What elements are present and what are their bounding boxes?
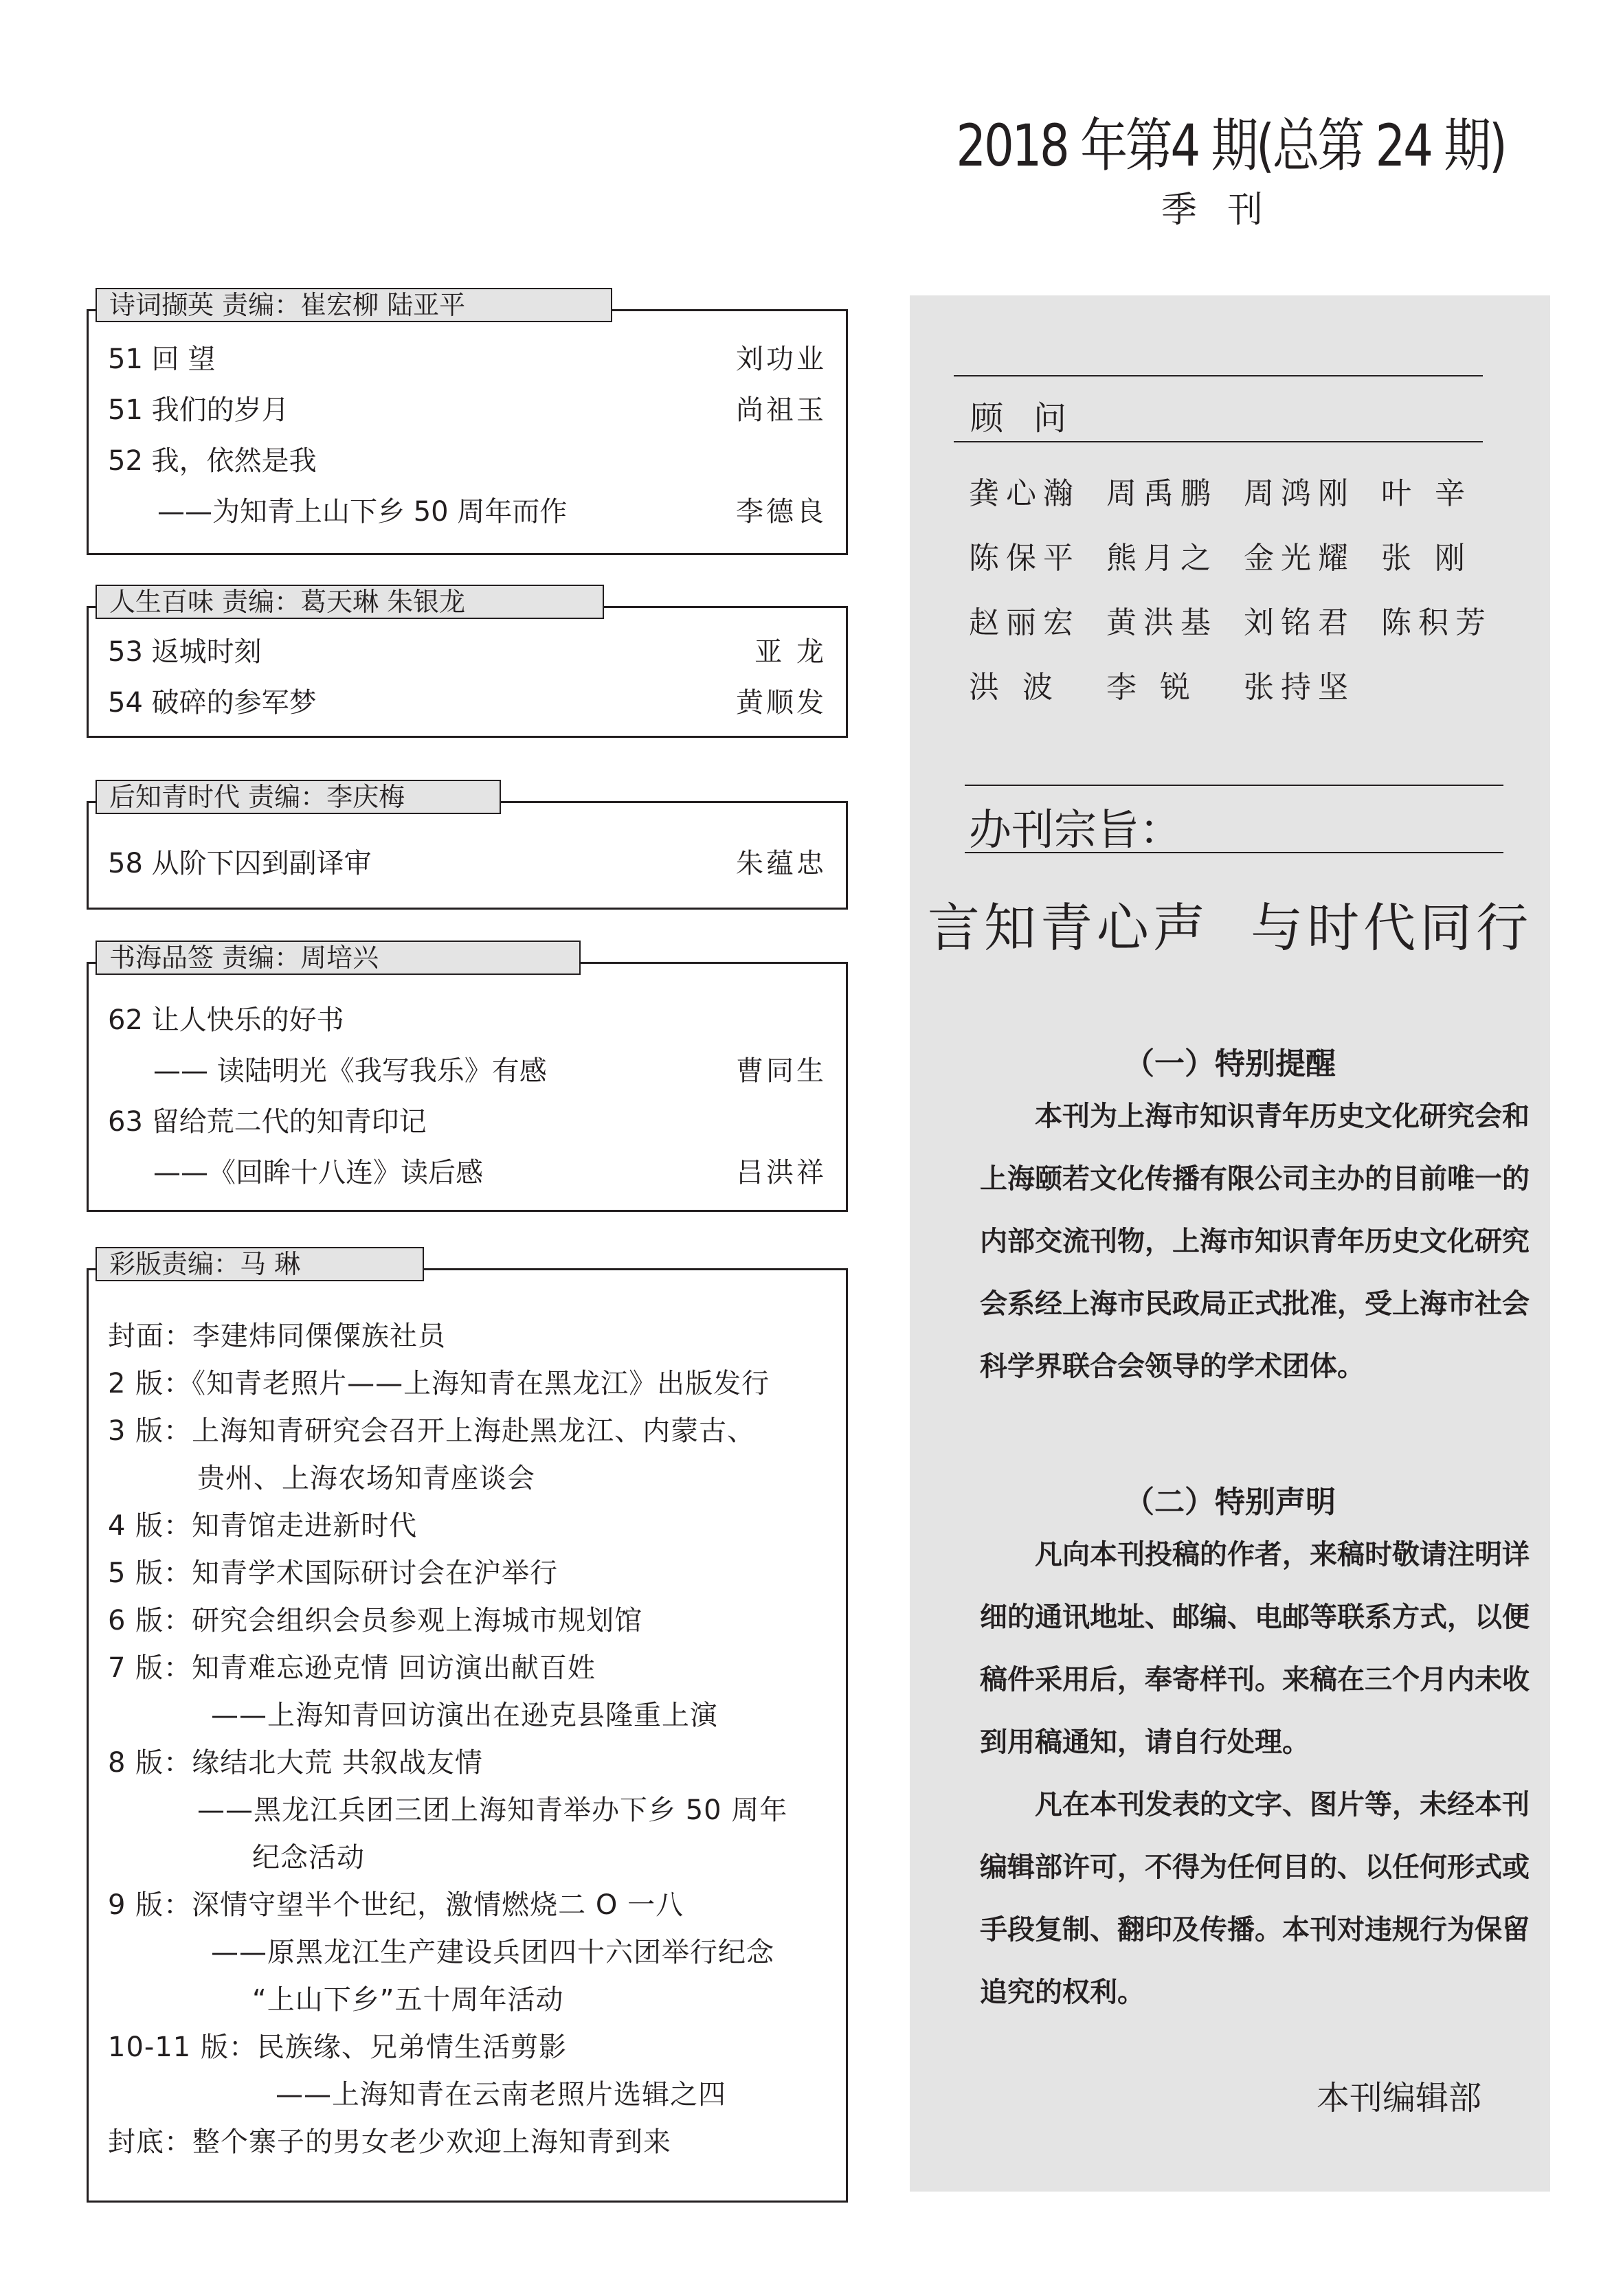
toc-entry-author: 亚 龙	[754, 636, 827, 668]
section-tab: 人生百味 责编：葛天琳 朱银龙	[96, 585, 604, 619]
toc-entry-author: 刘功业	[736, 344, 827, 375]
plate-line: 9 版：深情守望半个世纪，激情燃烧二 O 一八	[108, 1889, 684, 1921]
divider	[965, 785, 1503, 786]
advisor-name: 赵丽宏	[969, 605, 1080, 640]
statement-paragraph: 凡在本刊发表的文字、图片等，未经本刊编辑部许可，不得为任何目的、以任何形式或手段复制、翻印及传播。本刊对违规行为保留追究的权利。	[980, 1789, 1530, 2008]
toc-entry-subtitle[interactable]	[153, 1050, 827, 1092]
toc-section-books	[87, 943, 848, 1212]
plate-line: 贵州、上海农场知青座谈会	[197, 1463, 535, 1494]
section-tab: 诗词撷英 责编：崔宏柳 陆亚平	[96, 288, 612, 322]
plate-line: 封面：李建炜同傈僳族社员	[108, 1320, 446, 1352]
advisor-name: 叶 辛	[1381, 476, 1472, 511]
toc-section-poetry	[87, 290, 848, 555]
toc-entry[interactable]	[108, 631, 827, 673]
toc-section-plates	[87, 1249, 848, 2203]
toc-entry-title: 51 我们的岁月	[108, 394, 289, 426]
advisor-name: 刘铭君	[1244, 605, 1355, 640]
advisor-name: 金光耀	[1244, 541, 1355, 576]
plate-line: 10-11 版：民族缘、兄弟情生活剪影	[108, 2031, 567, 2063]
toc-entry[interactable]	[108, 390, 827, 431]
issue-number: 2018 年第4 期(总第 24 期)	[955, 112, 1505, 179]
divider	[965, 852, 1503, 853]
toc-entry[interactable]	[108, 1101, 827, 1143]
toc-entry-author: 尚祖玉	[736, 394, 827, 426]
toc-entry-title: 54 破碎的参军梦	[108, 687, 317, 719]
plate-line: 8 版：缘结北大荒 共叙战友情	[108, 1747, 483, 1779]
plate-line: 6 版：研究会组织会员参观上海城市规划馆	[108, 1605, 643, 1636]
purpose-title: 办刊宗旨：	[969, 804, 1183, 855]
plate-line: 3 版：上海知青研究会召开上海赴黑龙江、内蒙古、	[108, 1415, 756, 1447]
toc-entry-author: 朱蕴忠	[736, 848, 827, 879]
advisor-name: 张 刚	[1381, 541, 1472, 576]
plate-line: 7 版：知青难忘逊克情 回访演出献百姓	[108, 1652, 596, 1684]
advisor-name: 黄洪基	[1106, 605, 1218, 640]
plate-line: 5 版：知青学术国际研讨会在沪举行	[108, 1557, 559, 1589]
statement-title: （二）特别声明	[1124, 1485, 1336, 1520]
toc-entry-title: —— 读陆明光《我写我乐》有感	[153, 1055, 547, 1087]
toc-entry[interactable]	[108, 1000, 827, 1041]
toc-entry-title: 63 留给荒二代的知青印记	[108, 1106, 427, 1138]
motto: 言知青心声 与时代同行	[927, 897, 1533, 958]
plate-line: ——黑龙江兵团三团上海知青举办下乡 50 周年	[197, 1794, 788, 1826]
plate-line: ——上海知青回访演出在逊克县隆重上演	[211, 1700, 718, 1731]
advisors-title: 顾问	[970, 399, 1097, 438]
advisor-name: 李 锐	[1106, 670, 1197, 705]
advisor-name: 周鸿刚	[1244, 476, 1355, 511]
advisor-name: 洪 波	[969, 670, 1060, 705]
advisor-name: 张持坚	[1244, 670, 1355, 705]
reminder-text: 本刊为上海市知识青年历史文化研究会和上海颐若文化传播有限公司主办的目前唯一的内部交流刊物，上海市知识青年历史文化研究会系经上海市民政局正式批准，受上海市社会科学界联合会领导的学术团体。	[980, 1101, 1530, 1382]
toc-entry-title: 53 返城时刻	[108, 636, 262, 668]
toc-entry-author: 李德良	[736, 496, 827, 528]
toc-entry[interactable]	[108, 440, 827, 482]
toc-entry-subtitle[interactable]	[157, 491, 827, 532]
toc-entry-title: ——为知青上山下乡 50 周年而作	[157, 496, 568, 528]
advisor-name: 陈保平	[969, 541, 1080, 576]
plate-line: “上山下乡”五十周年活动	[252, 1984, 564, 2016]
section-tab: 书海品签 责编：周培兴	[96, 941, 581, 975]
toc-entry[interactable]	[108, 339, 827, 380]
plate-line: 4 版：知青馆走进新时代	[108, 1510, 418, 1542]
reminder-title: （一）特别提醒	[1124, 1046, 1336, 1081]
toc-entry-title: 58 从阶下囚到副译审	[108, 848, 372, 879]
toc-entry-author: 吕洪祥	[736, 1157, 827, 1189]
toc-entry-author: 曹同生	[736, 1055, 827, 1087]
advisor-name: 龚心瀚	[969, 476, 1080, 511]
advisor-name: 陈积芳	[1381, 605, 1492, 640]
divider	[954, 375, 1483, 376]
publication-frequency: 季刊	[1161, 190, 1294, 231]
plate-line: 封底：整个寨子的男女老少欢迎上海知青到来	[108, 2126, 671, 2158]
plate-line: 2 版：《知青老照片——上海知青在黑龙江》出版发行	[108, 1368, 770, 1399]
section-tab: 后知青时代 责编：李庆梅	[96, 780, 501, 814]
plate-line: 纪念活动	[252, 1842, 365, 1873]
toc-entry[interactable]	[108, 682, 827, 723]
toc-entry-title: 52 我，依然是我	[108, 445, 317, 477]
toc-entry-title: 51 回 望	[108, 344, 216, 375]
divider	[954, 441, 1483, 442]
statement-paragraph: 凡向本刊投稿的作者，来稿时敬请注明详细的通讯地址、邮编、电邮等联系方式，以便稿件采用后，奉寄样刊。来稿在三个月内未收到用稿通知，请自行处理。	[980, 1539, 1530, 1758]
toc-entry-title: ——《回眸十八连》读后感	[153, 1157, 483, 1189]
toc-entry[interactable]	[108, 843, 827, 884]
advisor-name: 熊月之	[1106, 541, 1218, 576]
toc-entry-subtitle[interactable]	[153, 1152, 827, 1193]
editorial-signature: 本刊编辑部	[1316, 2079, 1481, 2117]
section-tab: 彩版责编：马 琳	[96, 1247, 424, 1281]
plate-line: ——原黑龙江生产建设兵团四十六团举行纪念	[211, 1937, 774, 1968]
toc-entry-title: 62 让人快乐的好书	[108, 1004, 344, 1036]
plate-line: ——上海知青在云南老照片选辑之四	[276, 2079, 726, 2111]
toc-entry-author: 黄顺发	[736, 687, 827, 719]
info-panel	[910, 295, 1550, 2192]
advisor-name: 周禹鹏	[1106, 476, 1218, 511]
toc-section-post-era	[87, 782, 848, 910]
toc-section-life	[87, 587, 848, 738]
